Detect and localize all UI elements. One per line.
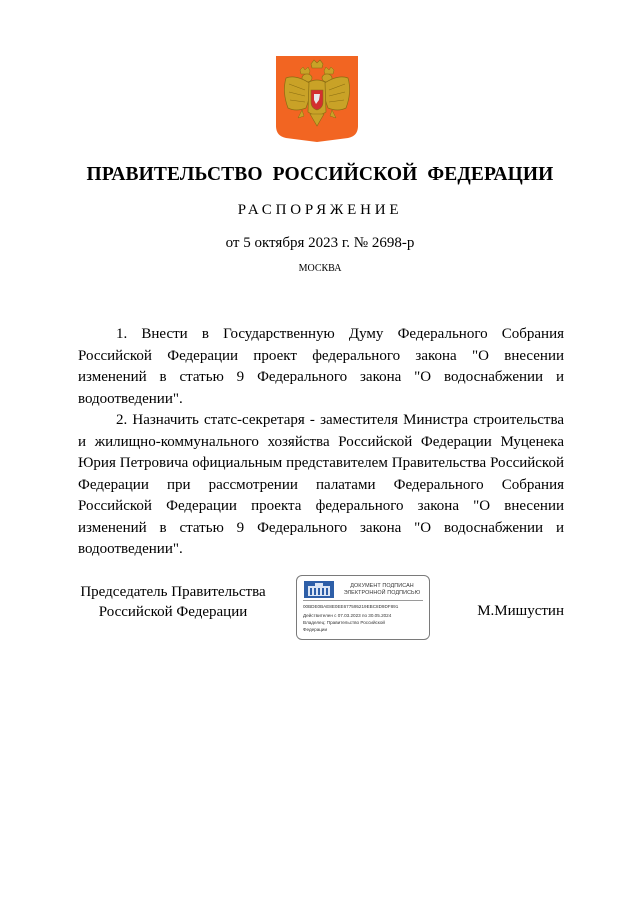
electronic-signature-stamp — [296, 575, 430, 640]
stamp-validity: Действителен с 07.03.2023 по 30.05.2024 — [303, 613, 392, 618]
stamp-heading-line2: ЭЛЕКТРОННОЙ ПОДПИСЬЮ — [343, 590, 421, 596]
coat-of-arms-emblem — [276, 56, 358, 142]
paragraph-1: 1. Внести в Государственную Думу Федерального Собрания Российской Федерации проект федерального закона "О внесении изменений в статью 9 Федерального закона "О водоснабжении и водоотведении". — [78, 326, 564, 407]
stamp-divider — [303, 600, 423, 601]
stamp-heading — [337, 583, 427, 597]
coat-of-arms-icon — [276, 56, 358, 142]
document-date-number: от 5 октября 2023 г. № 2698-р — [225, 235, 415, 251]
document-city: МОСКВА — [298, 263, 342, 274]
stamp-owner-line2: Федерации — [303, 627, 328, 632]
document-type: РАСПОРЯЖЕНИЕ — [237, 202, 403, 218]
document-body — [78, 324, 564, 561]
stamp-certificate: 00BDE0BAE8E0EE677595219EBC8D9DF891 — [303, 604, 399, 609]
government-building-icon — [304, 581, 334, 598]
government-title: ПРАВИТЕЛЬСТВО РОССИЙСКОЙ ФЕДЕРАЦИИ — [86, 164, 554, 185]
signer-title-line1: Председатель Правительства — [80, 584, 266, 600]
signer-title — [78, 582, 268, 622]
paragraph-2: 2. Назначить статс-секретаря - заместителя Министра строительства и жилищно-коммунального хозяйства Российской Федерации Муценека Юрия Петровича официальным представителем Правительства Российской Федерации при рассмотрении палатами Федерального Собрания Российской Федерации проекта федерального закона "О внесении изменений в статью 9 Федерального закона "О водоснабжении и водоотведении". — [78, 412, 564, 557]
stamp-heading-line1: ДОКУМЕНТ ПОДПИСАН — [350, 583, 414, 589]
stamp-owner-line1: Владелец: Правительство Российской — [303, 620, 385, 625]
signer-title-line2: Российской Федерации — [98, 604, 248, 620]
signer-name: М.Мишустин — [477, 603, 564, 619]
